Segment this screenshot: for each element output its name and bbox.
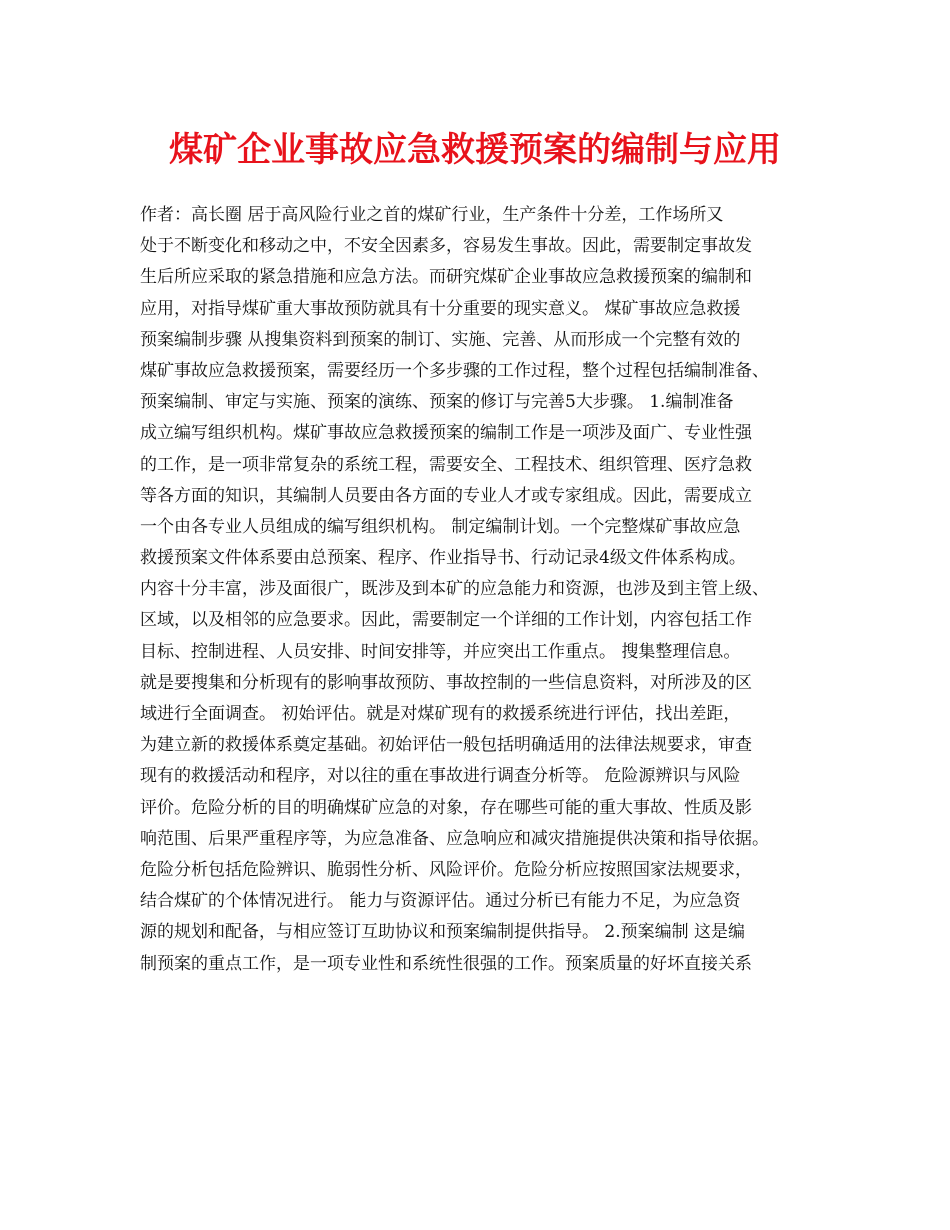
body-line: 结合煤矿的个体情况进行。 能力与资源评估。通过分析已有能力不足，为应急资 bbox=[140, 891, 741, 912]
body-line: 区域，以及相邻的应急要求。因此，需要制定一个详细的工作计划，内容包括工作 bbox=[140, 610, 752, 631]
body-line: 危险分析包括危险辨识、脆弱性分析、风险评价。危险分析应按照国家法规要求， bbox=[140, 859, 752, 880]
body-line: 的工作，是一项非常复杂的系统工程，需要安全、工程技术、组织管理、医疗急救 bbox=[140, 454, 752, 475]
body-line: 源的规划和配备，与相应签订互助协议和预案编制提供指导。 2.预案编制 这是编 bbox=[140, 922, 746, 943]
body-line: 评价。危险分析的目的明确煤矿应急的对象，存在哪些可能的重大事故、性质及影 bbox=[140, 797, 752, 818]
body-line: 就是要搜集和分析现有的影响事故预防、事故控制的一些信息资料，对所涉及的区 bbox=[140, 672, 752, 693]
document-title: 煤矿企业事故应急救援预案的编制与应用 bbox=[169, 130, 781, 170]
body-line: 一个由各专业人员组成的编写组织机构。 制定编制计划。一个完整煤矿事故应急 bbox=[140, 516, 741, 537]
body-line: 救援预案文件体系要由总预案、程序、作业指导书、行动记录4级文件体系构成。 bbox=[140, 548, 746, 569]
body-line: 域进行全面调查。 初始评估。就是对煤矿现有的救援系统进行评估，找出差距， bbox=[140, 704, 741, 724]
body-line: 现有的救援活动和程序，对以往的重在事故进行调查分析等。 危险源辨识与风险 bbox=[140, 766, 741, 787]
body-line: 制预案的重点工作，是一项专业性和系统性很强的工作。预案质量的好坏直接关系 bbox=[140, 953, 752, 974]
body-line: 为建立新的救援体系奠定基础。初始评估一般包括明确适用的法律法规要求，审查 bbox=[140, 735, 752, 756]
body-line: 煤矿事故应急救援预案，需要经历一个多步骤的工作过程，整个过程包括编制准备、 bbox=[140, 360, 769, 381]
body-line: 作者：高长圈 居于高风险行业之首的煤矿行业，生产条件十分差，工作场所又 bbox=[140, 205, 724, 225]
body-line: 预案编制步骤 从搜集资料到预案的制订、实施、完善、从而形成一个完整有效的 bbox=[140, 329, 741, 350]
body-line: 内容十分丰富，涉及面很广，既涉及到本矿的应急能力和资源，也涉及到主管上级、 bbox=[140, 579, 769, 600]
body-line: 响范围、后果严重程序等，为应急准备、应急响应和减灾措施提供决策和指导依据。 bbox=[140, 828, 769, 849]
body-line: 目标、控制进程、人员安排、时间安排等，并应突出工作重点。 搜集整理信息。 bbox=[140, 641, 741, 662]
body-line: 预案编制、审定与实施、预案的演练、预案的修订与完善5大步骤。 1.编制准备 bbox=[140, 392, 734, 413]
body-line: 成立编写组织机构。煤矿事故应急救援预案的编制工作是一项涉及面广、专业性强 bbox=[140, 423, 752, 444]
body-line: 应用，对指导煤矿重大事故预防就具有十分重要的现实意义。 煤矿事故应急救援 bbox=[140, 298, 741, 319]
document-body bbox=[140, 200, 820, 980]
body-line: 等各方面的知识，其编制人员要由各方面的专业人才或专家组成。因此，需要成立 bbox=[140, 485, 752, 506]
body-line: 生后所应采取的紧急措施和应急方法。而研究煤矿企业事故应急救援预案的编制和 bbox=[140, 267, 752, 288]
body-line: 处于不断变化和移动之中，不安全因素多，容易发生事故。因此，需要制定事故发 bbox=[140, 236, 752, 257]
